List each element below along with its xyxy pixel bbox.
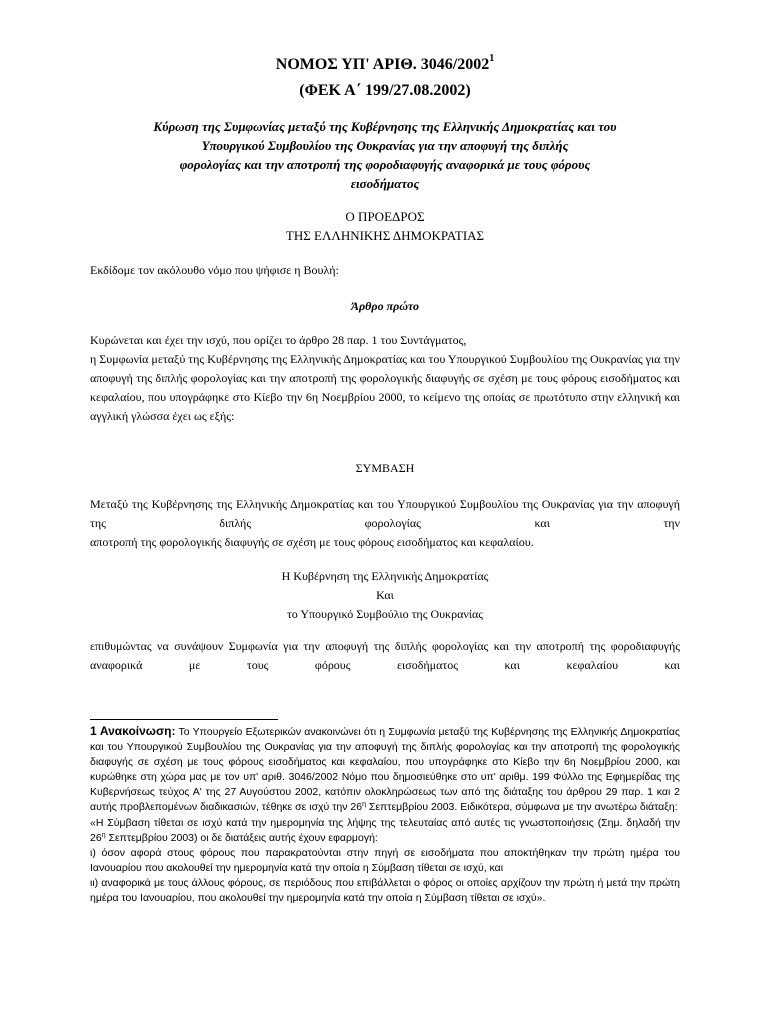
ordinal-suffix: η xyxy=(101,831,106,839)
subtitle-line: Κύρωση της Συμφωνίας μεταξύ της Κυβέρνησης της Ελληνικής Δημοκρατίας και του xyxy=(153,119,617,134)
intro-paragraph: Εκδίδομε τον ακόλουθο νόμο που ψήφισε η Βουλή: xyxy=(90,263,339,277)
president-line: ΤΗΣ ΕΛΛΗΝΙΚΗΣ ΔΗΜΟΚΡΑΤΙΑΣ xyxy=(285,228,485,243)
footnote-number: 1 xyxy=(90,724,97,738)
article-heading: Άρθρο πρώτο xyxy=(351,299,419,313)
footnote-item: ιι) αναφορικά με τους άλλους φόρους, σε περιόδους που επιβάλλεται ο φόρος οι οποίες αρχίζουν την πρώτη ή μετά την πρώτη ημέρα του Ιανουαρίου, που ακολουθεί την ημερομηνία κατά την οποία η Σύμβαση τίθεται σε ισχύ». xyxy=(90,876,680,905)
president-heading xyxy=(90,207,680,245)
preamble-paragraph: επιθυμώντας να συνάψουν Συμφωνία για την αποφυγή της διπλής φορολογίας και την αποτροπή της φοροδιαφυγής αναφορικά με τους φόρους εισοδήματος και κεφαλαίου και xyxy=(90,639,680,672)
party-line: το Υπουργικό Συμβούλιο της Ουκρανίας xyxy=(286,607,484,621)
subtitle-line: Υπουργικού Συμβουλίου της Ουκρανίας για την αποφυγή της διπλής xyxy=(201,138,569,153)
footnote-text: Σεπτεμβρίου 2003. Ειδικότερα, σύμφωνα με την ανωτέρω διάταξη: xyxy=(365,801,678,814)
footnote xyxy=(90,724,680,906)
subtitle-line: εισοδήματος xyxy=(350,176,420,191)
gazette-reference: (ΦΕΚ Α΄ 199/27.08.2002) xyxy=(299,82,471,99)
parties-block xyxy=(90,567,680,624)
footnote-item: ι) όσον αφορά στους φόρους που παρακρατούνται στην πηγή σε εισοδήματα που αποκτήθηκαν την πρώτη ημέρα του Ιανουαρίου που ακολουθεί την ημερομηνία κατά την οποία η Σύμβαση τίθεται σε ισχύ, και xyxy=(90,846,680,874)
subtitle-line: φορολογίας και την αποτροπή της φοροδιαφυγής αναφορικά με τους φόρους xyxy=(179,157,591,172)
footnote-separator xyxy=(90,719,278,720)
president-line: Ο ΠΡΟΕΔΡΟΣ xyxy=(345,209,425,224)
footnote-quote: «Η Σύμβαση τίθεται σε ισχύ κατά την ημερομηνία της λήψης της τελευταίας από αυτές τις γνωστοποιήσεις (Σημ. δηλαδή την 26 xyxy=(90,816,680,844)
footnote-quote: Σεπτεμβρίου 2003) οι δε διατάξεις αυτής έχουν εφαρμογή: xyxy=(105,831,378,844)
article-first-line: Κυρώνεται και έχει την ισχύ, που ορίζει το άρθρο 28 παρ. 1 του Συντάγματος, xyxy=(90,333,467,347)
law-title: ΝΟΜΟΣ ΥΠ' ΑΡΙΘ. 3046/2002$^1$ xyxy=(275,53,495,73)
law-subtitle xyxy=(100,117,670,193)
party-line: Και xyxy=(376,588,394,602)
footnote-text: Το Υπουργείο Εξωτερικών ανακοινώνει ότι η Συμφωνία μεταξύ της Κυβέρνησης της Ελληνικής Δημοκρατίας και του Υπουργικού Συμβουλίου της Ουκρανίας για την αποφυγή της διπλής φορολογίας και την αποτροπή της φορολογικής διαφυγής σε σχέση με τους φόρους εισοδήματος και κεφαλαίου, που υπογράφηκε στο Κίεβο την 6η Νοεμβρίου 2000, και κυρώθηκε στη χώρα μας με τον υπ' αριθ. 3046/2002 Νόμο που δημοσιεύθηκε στο υπ' αριθμ. 199 Φύλλο της Εφημερίδας της Κυβερνήσεως τεύχος Α' της 27 Αυγούστου 2002, κατόπιν ολοκληρώσεως των από της διάταξης του άρθρου 29 παρ. 1 και 2 αυτής προβλεπομένων διαδικασιών, τέθηκε σε ισχύ την 26 xyxy=(90,726,680,814)
convention-paragraph-end: αποτροπή της φορολογικής διαφυγής σε σχέση με τους φόρους εισοδήματος και κεφαλαίου. xyxy=(90,535,534,549)
footnote-label: Ανακοίνωση: xyxy=(99,724,176,738)
footnote-reference[interactable]: 1 xyxy=(489,53,495,64)
convention-heading: ΣΥΜΒΑΣΗ xyxy=(355,461,415,475)
ordinal-suffix: η xyxy=(362,801,366,809)
party-line: Η Κυβέρνηση της Ελληνικής Δημοκρατίας xyxy=(281,569,489,583)
article-body: η Συμφωνία μεταξύ της Κυβέρνησης της Ελληνικής Δημοκρατίας και του Υπουργικού Συμβουλίου της Ουκρανίας για την αποφυγή της διπλής φορολογίας και την αποτροπή της φορολογικής διαφυγής σε σχέση με τους φόρους εισοδήματος και κεφαλαίου, που υπογράφηκε στο Κίεβο την 6η Νοεμβρίου 2000, το κείμενο της οποίας σε πρωτότυπο στην ελληνική και αγγλική γλώσσα έχει ως εξής: xyxy=(90,352,680,423)
convention-paragraph: Μεταξύ της Κυβέρνησης της Ελληνικής Δημοκρατίας και του Υπουργικού Συμβουλίου της Ουκρανίας για την αποφυγή της διπλής φορολογίας και την xyxy=(90,497,680,530)
law-title-block xyxy=(90,52,680,104)
